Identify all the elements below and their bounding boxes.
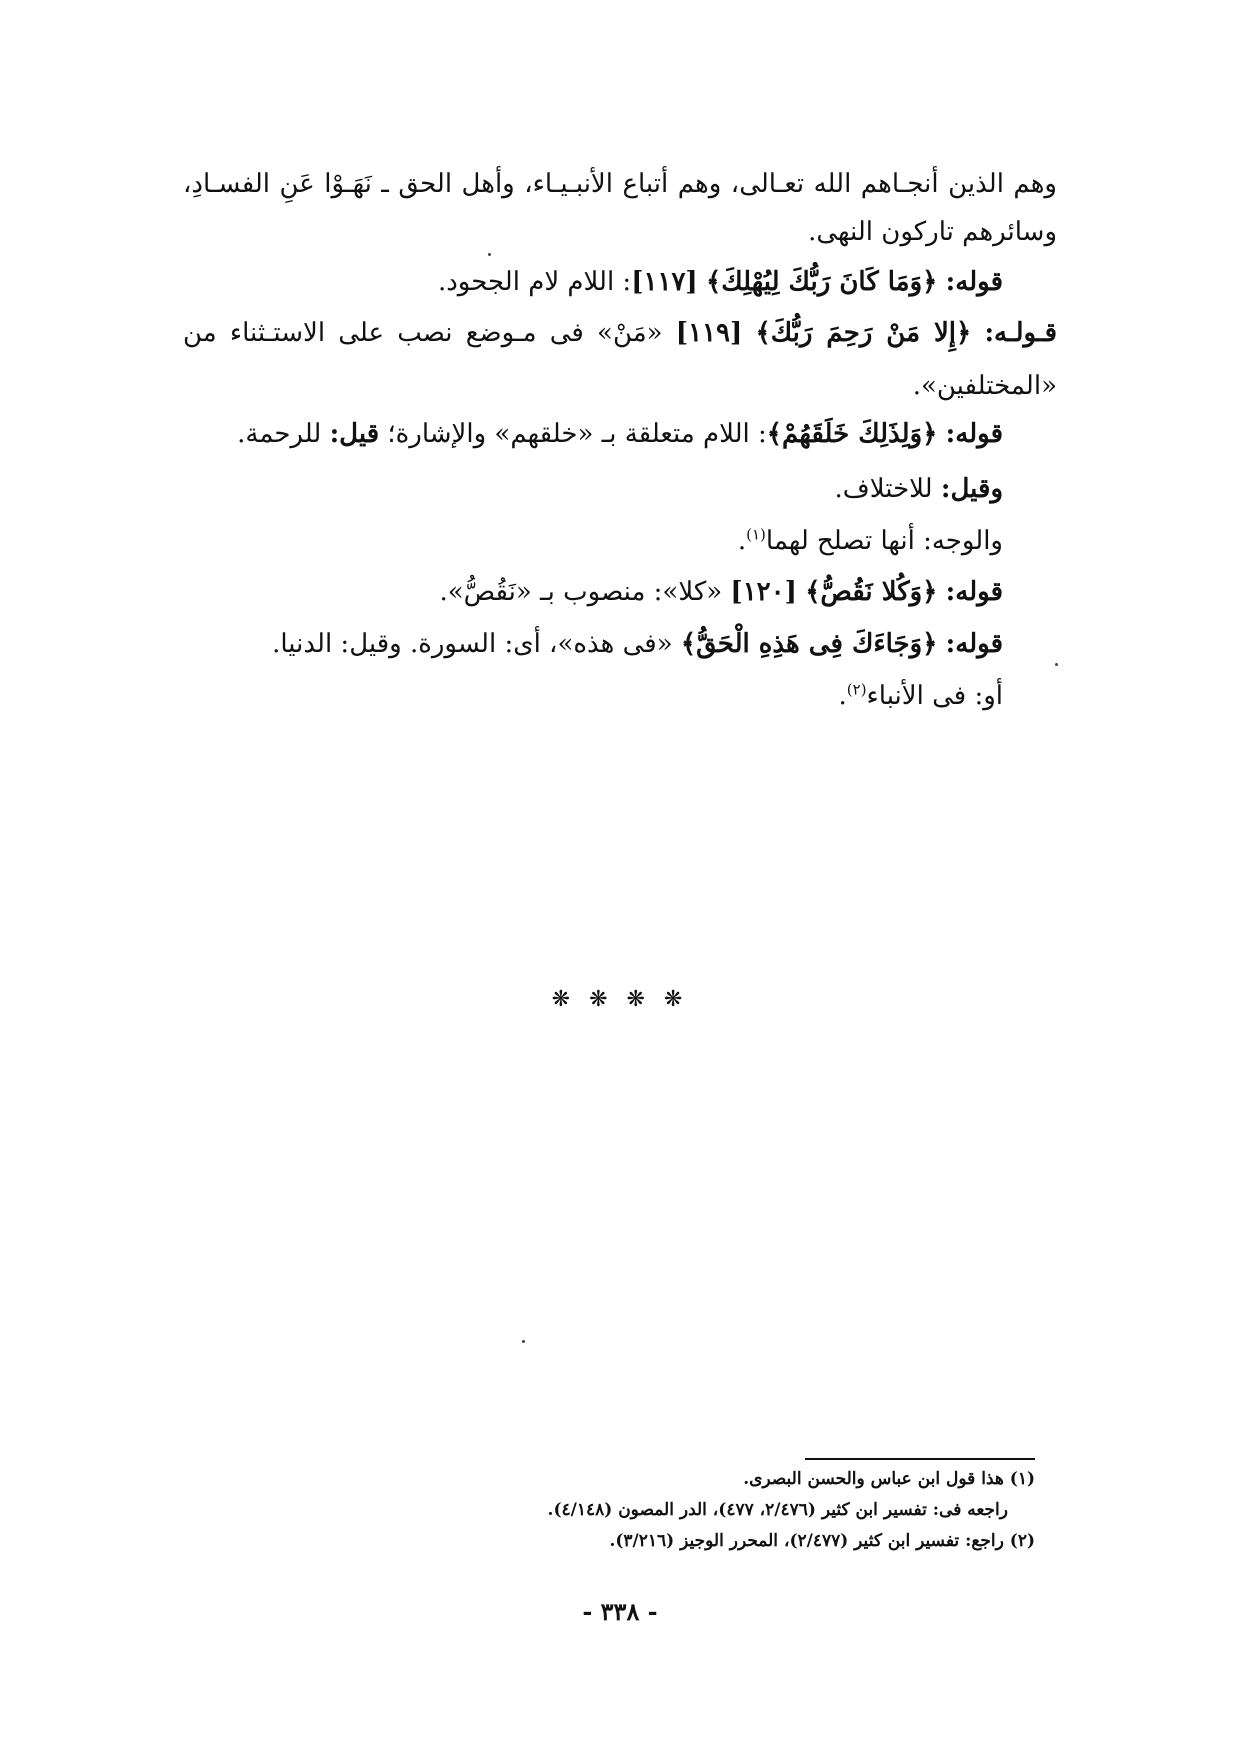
footnote-2-text: (٢) راجع: تفسير ابن كثير (٢/٤٧٧)، المحرر الوجيز (٣/٢١٦). [609,1531,1035,1551]
entry-text: أو: فى الأنباء [866,681,1003,711]
entry-text: للاختلاف. [834,474,933,504]
section-separator: ❋ ❋ ❋ ❋ [551,987,689,1012]
entry-end: . [838,681,847,711]
scan-speck [522,1340,525,1343]
entry-text: «مَنْ» فى مـوضع نصب على الاستـثناء من [183,318,663,348]
quran-verse: ﴿وَكُلا نَقُصُّ﴾ [805,577,938,607]
footnote-1-sub [548,1497,1008,1523]
scan-speck [488,253,491,256]
footnote-2 [609,1528,1035,1554]
verse-reference: [١١٩] [675,318,743,348]
entry-jaak [272,624,1003,664]
body-line-2-text: وسائرهم تاركون النهى. [808,217,1057,247]
entry-text: : اللام لام الجحود. [437,267,632,297]
verse-reference: [١٢٠] [730,577,797,607]
entry-khalaqahum [237,414,1003,454]
page-number: - ٣٣٨ - [582,1597,658,1626]
entry-wa-qil [835,469,1003,509]
qil-label: قيل: [329,419,380,449]
entry-wajh [738,521,1003,561]
body-line-1 [183,164,1057,204]
quran-verse: ﴿وَمَا كَانَ رَبُّكَ لِيُهْلِكَ﴾ [706,267,938,297]
footnote-1-sub-text: راجعه فى: تفسير ابن كثير (٢/٤٧٦، ٤٧٧)، الدر المصون (٤/١٤٨). [547,1500,1008,1520]
entry-text: : اللام متعلقة بـ «خلقهم» والإشارة؛ [387,419,767,449]
qil-text: للرحمة. [237,419,322,449]
footnote-ref-2[interactable]: (٢) [846,680,867,699]
quran-verse: ﴿وَلِذَلِكَ خَلَقَهُمْ﴾ [766,419,938,449]
entry-label: قوله: [945,629,1003,659]
entry-text-continuation: «المختلفين». [912,371,1057,401]
entry-text: «كلا»: منصوب بـ «نَقُصُّ». [439,577,723,607]
entry-119-continuation [913,366,1057,406]
entry-label: قـولـه: [984,318,1058,348]
footnote-1-text: (١) هذا قول ابن عباس والحسن البصرى. [743,1469,1035,1489]
entry-anbaa [839,676,1004,716]
footnote-divider [805,1458,1035,1460]
footnote-1 [743,1466,1035,1492]
entry-119 [183,313,1057,353]
quran-verse: ﴿إِلا مَنْ رَحِمَ رَبُّكَ﴾ [755,318,972,348]
entry-text: «فى هذه»، أى: السورة. وقيل: الدنيا. [272,629,673,659]
body-line-2 [808,212,1057,252]
entry-label: قوله: [945,419,1003,449]
scan-speck [1055,663,1058,666]
quran-verse: ﴿وَجَاءَكَ فِى هَذِهِ الْحَقُّ﴾ [680,629,938,659]
body-line-1-text: وهم الذين أنجـاهم الله تعـالى، وهم أتباع الأنبـيـاء، وأهل الحق ـ نَهَـوْا عَنِ الفسـادِ، [183,169,1057,199]
entry-label: قوله: [945,267,1003,297]
verse-reference: [١١٧] [631,267,698,297]
entry-end: . [737,526,747,556]
entry-label: قوله: [945,577,1003,607]
entry-117 [438,262,1003,302]
entry-text: والوجه: أنها تصلح لهما [765,526,1003,556]
entry-120 [439,572,1003,612]
entry-label: وقيل: [940,474,1003,504]
footnote-ref-1[interactable]: (١) [746,525,766,544]
